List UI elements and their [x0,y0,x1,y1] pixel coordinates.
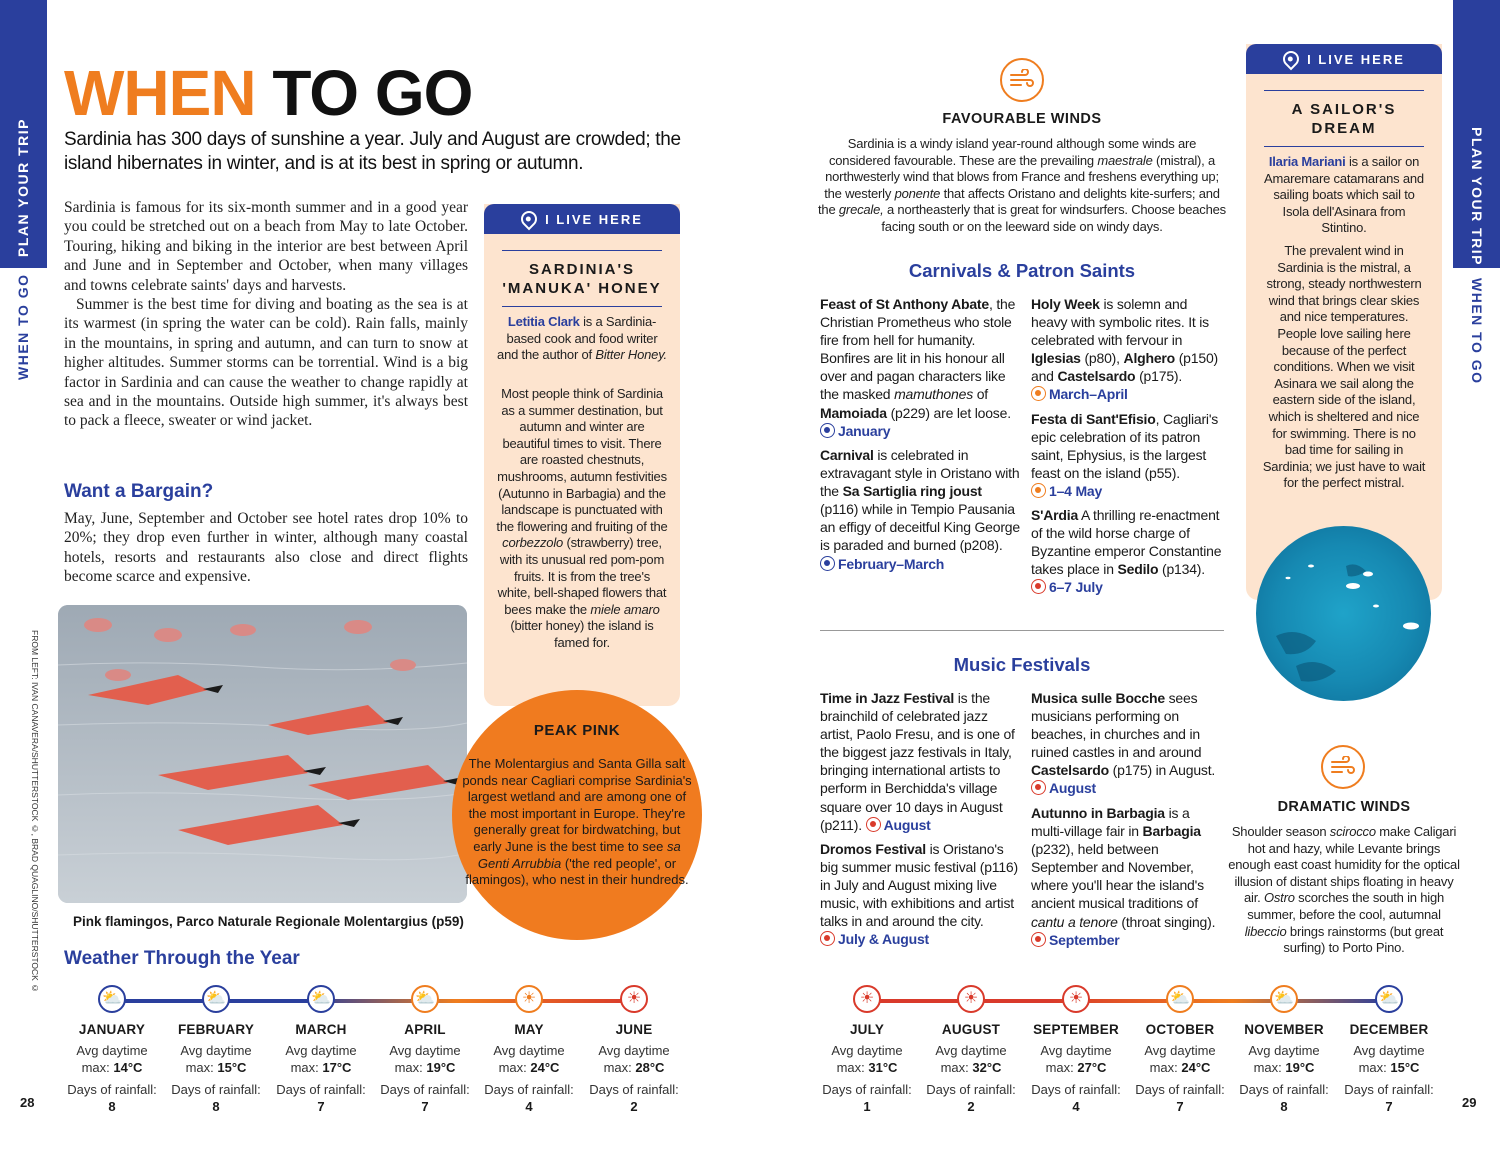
section-divider [820,630,1224,631]
rain-label: Days of rainfall: [380,1082,470,1097]
month-name: FEBRUARY [177,1022,255,1037]
max-line [1334,1060,1444,1077]
rain-label: Days of rainfall: [822,1082,912,1097]
event-name: Time in Jazz Festival [820,690,955,706]
event-name: Musica sulle Bocche [1031,690,1165,706]
max-line [370,1060,480,1077]
page-number-right: 29 [1462,1095,1477,1110]
sailor-rule-bottom [1264,146,1424,147]
max-temp-value: 19°C [426,1059,456,1075]
sun-icon: ☀ [957,985,985,1013]
event-text: (throat singing). [1117,913,1216,930]
bargain-heading: Want a Bargain? [64,481,214,502]
max-label: max: [1149,1059,1178,1075]
honey-badge-label: I LIVE HERE [545,211,643,227]
sun-icon [866,817,881,832]
event-when-label: 1–4 May [1049,483,1103,500]
left-tab-chapter: WHEN TO GO [15,273,31,380]
weather-month-january [57,985,167,1114]
honey-italic-b: miele amaro [590,601,660,617]
event-name: S'Ardia [1031,507,1079,523]
dram-t4: brings rainstorms (but great surfing) to Porto Pino. [1283,923,1444,956]
title-word-when: WHEN [64,57,256,129]
rain-label: Days of rainfall: [589,1082,679,1097]
event-when-label: September [1049,931,1120,948]
honey-text-b: (strawberry) tree, with its unusual red pom-pom fruits. It is from the tree's white, bell-shaped flowers that bees make the [497,535,667,617]
carnival-event-sardia [1031,506,1226,596]
event-text: (p175) in August. [1108,762,1216,779]
sun-icon [1031,780,1046,795]
weather-month-february [161,985,271,1114]
sun-icon [1031,932,1046,947]
dramatic-winds-text [1228,824,1460,957]
rain-label: Days of rainfall: [484,1082,574,1097]
honey-title-line-2: 'MANUKA' HONEY [502,280,662,297]
weather-month-november [1229,985,1339,1114]
temp-label: Avg daytime [389,1043,461,1058]
max-label: max: [394,1059,423,1075]
page-title [64,58,472,128]
honey-text-c: (bitter honey) the island is famed for. [510,618,654,650]
photo-caption: Pink flamingos, Parco Naturale Regionale Molentargius (p59) [73,914,464,929]
max-line [916,1060,1026,1077]
weather-month-december [1334,985,1444,1114]
peak-pink-text-a: The Molentargius and Santa Gilla salt ponds near Cagliari comprise Sardinia's largest wetland and are among one of the most important in Europe. They're generally great for birdwatching, but early June is the best time to see [462,756,692,854]
rain-days-value: 1 [863,1098,871,1114]
intro-paragraph-2: Summer is the best time for diving and boating as the sea is at its warmest (in spring the water can be cold). Rain falls, mainly in the mountains, in spring and autumn, and can turn to snow at higher altitudes. Summer storms can be torrential. Wind is a big factor in Sardinia and can cause the weather to change rapidly at sea and in the mountains. Outside high summer, it's always best to pack a fleece, sweater or wind jacket. [64,296,468,430]
wind-icon [1321,745,1365,789]
rain-label: Days of rainfall: [276,1082,366,1097]
flamingo-photo [58,605,467,903]
rain-days-value: 2 [630,1098,638,1114]
max-temp-value: 32°C [972,1059,1002,1075]
sailor-title-line-1: A SAILOR'S [1291,101,1397,118]
sailor-intro [1260,154,1428,237]
favourable-winds-title: FAVOURABLE WINDS [942,111,1102,127]
rain-days-value: 8 [1280,1098,1288,1114]
honey-rule-top [502,250,662,251]
honey-title-line-1: SARDINIA'S [528,261,636,278]
event-when-label: August [1049,780,1097,797]
music-event-autunno [1031,804,1226,949]
sailor-title [1246,100,1442,138]
bargain-text: May, June, September and October see hotel rates drop 10% to 20%; they drop even further in winter, although many coastal hotels, resorts and restaurants also close and direct flights become scarce and expensive. [64,510,468,586]
event-when [1031,780,1096,796]
event-text: , Cagliari's epic celebration of its patron saint, Ephysius, is the largest feast on the island (p55). [1031,411,1219,482]
dram-i2: Ostro [1263,890,1295,906]
event-when-label: August [883,816,931,833]
cloud-sun-icon: ⛅ [1270,985,1298,1013]
month-name: APRIL [404,1022,446,1037]
rain-days-value: 2 [967,1098,975,1114]
event-name: Dromos Festival [820,841,926,857]
dram-t2: make Caligari hot and hazy, while Levante brings enough east coast humidity for the optical illusion of distant ships floating in heavy air. [1228,824,1460,906]
event-place: Castelsardo [1057,368,1136,385]
temp-label: Avg daytime [1040,1043,1112,1058]
sun-icon: ☀ [1062,985,1090,1013]
honey-intro-rest: is a Sardinia-based cook and food writer and the author of [497,314,658,363]
event-when [1031,483,1102,499]
month-name: JULY [849,1022,885,1037]
event-text: (p116) while in Tempio Pausania an effigy of deceitful King George is paraded and burned (p208). [820,501,1020,554]
fav-t2: (mistral), a northwesterly wind that blows from France and freshens everything up; the westerly [824,152,1219,201]
sailor-intro-rest: is a sailor on Amaremare catamarans and sailing boats which sail to Isola dell'Asinara from Stintino. [1264,154,1424,236]
sailor-rule-top [1264,90,1424,91]
sailor-badge-label: I LIVE HERE [1307,51,1405,67]
max-temp-value: 24°C [1181,1059,1211,1075]
event-name: Autunno in Barbagia [1031,805,1165,821]
event-italic: cantu a tenore [1031,913,1118,930]
rain-label: Days of rainfall: [1239,1082,1329,1097]
cloud-sun-icon [1031,386,1046,401]
event-name: Holy Week [1031,296,1100,312]
event-name: Feast of St Anthony Abate [820,296,989,312]
event-when [1031,579,1103,595]
month-name: MAY [514,1022,544,1037]
sun-icon [1031,579,1046,594]
weather-month-may [474,985,584,1114]
event-when-label: February–March [838,555,945,572]
temp-label: Avg daytime [935,1043,1007,1058]
event-place: Alghero [1123,350,1176,367]
rain-days-value: 8 [212,1098,220,1114]
rain-label: Days of rainfall: [1031,1082,1121,1097]
event-text: A thrilling re-enactment of the wild horse charge of Byzantine emperor Constantine takes place in [1031,507,1222,578]
event-when-label: July & August [838,931,929,948]
temp-label: Avg daytime [831,1043,903,1058]
month-name: AUGUST [941,1022,1001,1037]
event-place: Mamoiada [820,404,887,421]
event-text: (p229) are let loose. [886,404,1011,421]
rain-days-value: 4 [525,1098,533,1114]
fav-i3: grecale, [838,202,884,218]
cloud-sun-icon [820,556,835,571]
event-place: Iglesias [1031,350,1081,367]
event-highlight: Sa Sartiglia ring joust [842,483,982,500]
dram-t1: Shoulder season [1231,824,1330,839]
max-line [1229,1060,1339,1077]
max-temp-value: 17°C [322,1059,352,1075]
music-event-musica-sulle-bocche [1031,689,1226,798]
event-text: sees musicians performing on beaches, in churches and in ruined castles in and around [1031,690,1202,761]
intro-body [64,198,468,431]
max-label: max: [1253,1059,1282,1075]
event-text: (p232), held between September and November, where you'll hear the island's ancient musical traditions of [1031,841,1204,912]
max-line [1021,1060,1131,1077]
max-label: max: [836,1059,865,1075]
event-name: Festa di Sant'Efisio [1031,411,1156,427]
carnivals-heading: Carnivals & Patron Saints [908,260,1136,281]
honey-intro [496,314,668,364]
event-text: , the Christian Prometheus who stole fire from hell for humanity. Bonfires are lit in his honour all over and pagan characters like the masked [820,296,1016,403]
max-line [1125,1060,1235,1077]
weather-month-september [1021,985,1131,1114]
honey-text-a: Most people think of Sardinia as a summer destination, but autumn and winter are beautiful times to visit. There are roasted chestnuts, mushrooms, autumn festivities (Autunno in Barbagia) and the landscape is punctuated with the flowering and fruiting of the [496,386,668,534]
max-temp-value: 27°C [1077,1059,1107,1075]
cloud-sun-icon [820,423,835,438]
honey-body [496,386,668,652]
max-temp-value: 24°C [530,1059,560,1075]
max-label: max: [81,1059,110,1075]
temp-label: Avg daytime [598,1043,670,1058]
honey-author-name: Letitia Clark [507,314,580,329]
weather-heading: Weather Through the Year [64,948,300,969]
peak-pink-circle [452,690,702,940]
event-when [1031,386,1128,402]
month-name: OCTOBER [1145,1022,1215,1037]
month-name: NOVEMBER [1244,1022,1324,1037]
rain-label: Days of rainfall: [926,1082,1016,1097]
sun-icon: ☀ [515,985,543,1013]
rain-days-value: 7 [317,1098,325,1114]
max-line [161,1060,271,1077]
right-tab-chapter: WHEN TO GO [1469,278,1485,385]
rain-days-value: 4 [1072,1098,1080,1114]
intro-paragraph-1: Sardinia is famous for its six-month summer and in a good year you could be stretched out on a beach from May to late October. Touring, hiking and biking in the interior are best between April and June and in September and October, when many villages and towns celebrate saints' days and harvests. [64,199,468,294]
max-temp-value: 15°C [1390,1059,1420,1075]
left-side-tab-band [0,0,47,268]
lead-paragraph: Sardinia has 300 days of sunshine a year. July and August are crowded; the island hibernates in winter, and is at its best in spring or autumn. [64,129,681,174]
carnival-event-holy-week [1031,295,1226,404]
sun-icon [820,931,835,946]
carnival-event-carnival [820,446,1020,573]
event-when [820,423,890,439]
temp-label: Avg daytime [285,1043,357,1058]
music-heading: Music Festivals [953,654,1091,675]
peak-pink-text-b: ('the red people', or flamingos), who nest in their hundreds. [465,855,689,888]
temp-label: Avg daytime [76,1043,148,1058]
sailor-body: The prevalent wind in Sardinia is the mistral, a strong, steady northwestern wind that brings clear skies and nice temperatures. People love sailing here because of the perfect conditions. When we visit Asinara we sail along the eastern side of the island, which is sheltered and nice for swimming. There is no bad time for sailing in Sardinia; we just have to wait for the perfect mistral. [1262,243,1426,491]
max-line [474,1060,584,1077]
event-when-label: 6–7 July [1049,579,1103,596]
event-text: is Oristano's big summer music festival (p116) in July and August mixing live music, with exhibitions and artist talks in and around the city. [820,841,1018,930]
sun-icon: ☀ [853,985,881,1013]
rain-days-value: 8 [108,1098,116,1114]
event-text: is celebrated in extravagant style in Oristano with the [820,447,1020,500]
event-when [866,817,931,833]
cloud-sun-icon: ⛅ [307,985,335,1013]
temp-label: Avg daytime [1248,1043,1320,1058]
favourable-winds-text [818,136,1226,236]
fav-i2: ponente [894,185,941,201]
rain-label: Days of rainfall: [171,1082,261,1097]
left-tab-section: PLAN YOUR TRIP [15,118,31,258]
music-event-dromos [820,840,1020,949]
page-number-left: 28 [20,1095,35,1110]
honey-rule-bottom [502,306,662,307]
temp-label: Avg daytime [180,1043,252,1058]
max-temp-value: 14°C [113,1059,143,1075]
month-name: MARCH [295,1022,347,1037]
max-temp-value: 15°C [217,1059,247,1075]
dramatic-winds-title: DRAMATIC WINDS [1277,799,1411,815]
max-line [579,1060,689,1077]
fav-t3: that affects Oristano and delights kite-surfers; and the [818,185,1220,218]
month-name: SEPTEMBER [1033,1022,1119,1037]
right-side-tab-band [1453,0,1500,268]
rain-days-value: 7 [1176,1098,1184,1114]
event-when [820,931,929,947]
carnival-event-st-anthony [820,295,1020,440]
event-text: is solemn and heavy with symbolic rites. It is celebrated with fervour in [1031,296,1209,349]
honey-italic-a: corbezzolo [502,535,564,551]
cloud-sun-icon: ⛅ [1375,985,1403,1013]
rain-label: Days of rainfall: [67,1082,157,1097]
carnival-event-sant-efisio [1031,410,1226,500]
event-text: of [973,386,988,403]
event-when-label: January [838,422,891,439]
event-when-label: March–April [1049,386,1128,403]
fav-t4: a northeasterly that is great for windsurfers. Choose beaches facing south or on the leeward side on windy days. [881,202,1226,234]
max-temp-value: 19°C [1285,1059,1315,1075]
max-line [57,1060,167,1077]
temp-label: Avg daytime [493,1043,565,1058]
max-temp-value: 28°C [635,1059,665,1075]
title-word-to-go: TO GO [272,57,473,129]
peak-pink-text [462,756,692,889]
temp-label: Avg daytime [1353,1043,1425,1058]
cloud-sun-icon: ⛅ [202,985,230,1013]
sea-boats-illustration [1256,526,1431,701]
rain-label: Days of rainfall: [1135,1082,1225,1097]
event-when [1031,932,1120,948]
right-side-tab [1453,0,1500,1154]
sailor-title-line-2: DREAM [1311,120,1377,137]
max-label: max: [940,1059,969,1075]
photo-credit: FROM LEFT: IVAN CANAVERA/SHUTTERSTOCK ©, BRAD QUAGLINO/SHUTTERSTOCK © [30,630,40,994]
event-text: (p175). [1135,368,1183,385]
fav-i1: maestrale [1097,152,1153,168]
weather-month-july [812,985,922,1114]
dram-t3: scorches the south in high summer, before the cool, autumnal [1247,890,1444,922]
weather-month-april [370,985,480,1114]
location-pin-icon [1280,48,1303,71]
max-label: max: [1045,1059,1074,1075]
event-when [820,556,944,572]
dram-i1: scirocco [1329,824,1376,839]
location-pin-icon [518,208,541,231]
max-line [812,1060,922,1077]
event-text: (p134). [1158,561,1205,578]
weather-month-june [579,985,689,1114]
honey-title [484,260,680,298]
sea-photo [1256,526,1431,701]
max-label: max: [603,1059,632,1075]
max-label: max: [290,1059,319,1075]
cloud-sun-icon: ⛅ [1166,985,1194,1013]
month-name: DECEMBER [1349,1022,1429,1037]
right-tab-section: PLAN YOUR TRIP [1469,126,1485,266]
flamingo-illustration [58,605,467,903]
max-label: max: [1358,1059,1387,1075]
event-text: is the brainchild of celebrated jazz artist, Paolo Fresu, and is one of the biggest jazz festivals in Italy, bringing international artists to perform in Berchidda's village square over 10 days in August (p211). [820,690,1015,833]
rain-days-value: 7 [1385,1098,1393,1114]
month-name: JANUARY [78,1022,146,1037]
dram-i3: libeccio [1244,923,1287,939]
max-label: max: [185,1059,214,1075]
sailor-i-live-here-badge [1246,44,1442,74]
honey-i-live-here-badge [484,204,680,234]
rain-days-value: 7 [421,1098,429,1114]
event-italic: mamuthones [894,386,973,403]
honey-sidebar-box [484,204,680,706]
cloud-sun-icon: ⛅ [411,985,439,1013]
weather-month-march [266,985,376,1114]
month-name: JUNE [615,1022,653,1037]
max-line [266,1060,376,1077]
event-text: is a multi-village fair in [1031,805,1190,840]
wind-icon [1000,58,1044,102]
max-temp-value: 31°C [868,1059,898,1075]
rain-label: Days of rainfall: [1344,1082,1434,1097]
event-place: Barbagia [1142,823,1201,840]
fav-t1: Sardinia is a windy island year-round although some winds are considered favourable. These are the prevailing [828,136,1197,168]
event-text: (p80), [1080,350,1124,367]
sun-icon: ☀ [620,985,648,1013]
weather-month-august [916,985,1026,1114]
event-place: Sedilo [1117,561,1159,578]
event-place: Castelsardo [1031,762,1109,779]
honey-book-title: Bitter Honey. [595,347,667,363]
cloud-sun-icon: ⛅ [98,985,126,1013]
max-label: max: [498,1059,527,1075]
event-name: Carnival [820,447,874,463]
sailor-sidebar-box [1246,44,1442,600]
temp-label: Avg daytime [1144,1043,1216,1058]
sailor-author-name: Ilaria Mariani [1268,154,1346,169]
event-text: (p150) and [1031,350,1218,385]
peak-pink-italic: sa Genti Arrubbia [477,838,681,871]
weather-month-october [1125,985,1235,1114]
sun-icon [1031,483,1046,498]
peak-pink-title: PEAK PINK [533,722,621,739]
music-event-time-in-jazz [820,689,1020,834]
